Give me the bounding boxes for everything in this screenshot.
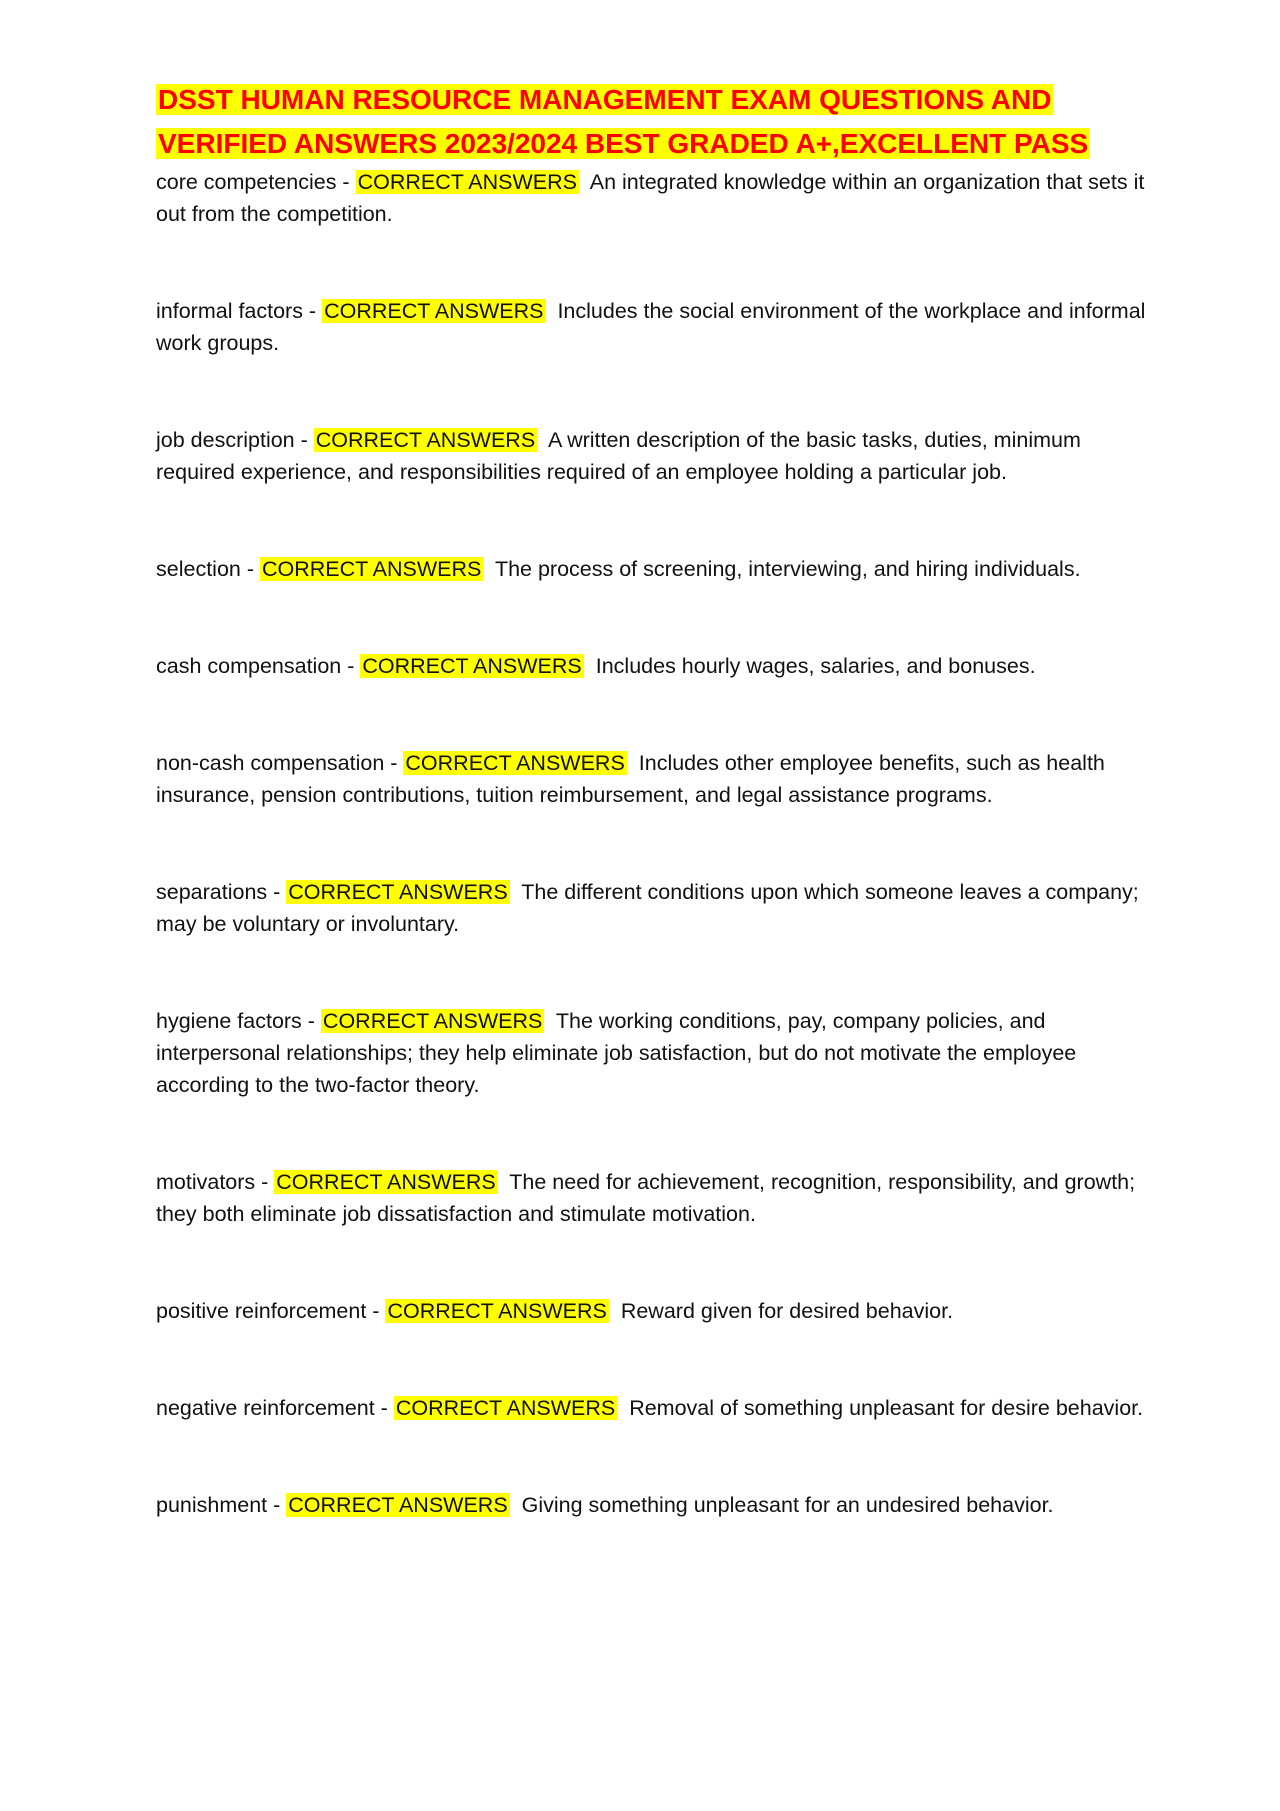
entry-definition: Removal of something unpleasant for desire behavior.: [629, 1396, 1144, 1420]
correct-answers-marker: CORRECT ANSWERS: [357, 170, 577, 194]
correct-answers-marker: CORRECT ANSWERS: [288, 1493, 508, 1517]
entry-selection: [156, 553, 1146, 585]
document-title: [156, 78, 1146, 166]
entry-term: motivators -: [156, 1170, 275, 1194]
entry-list: [156, 166, 1146, 1521]
entry-term: separations -: [156, 880, 287, 904]
correct-answers-marker: CORRECT ANSWERS: [322, 1009, 543, 1033]
correct-answers-marker: CORRECT ANSWERS: [261, 557, 482, 581]
entry-core-competencies: [156, 166, 1146, 230]
entry-cash-compensation: [156, 650, 1146, 682]
entry-term: positive reinforcement -: [156, 1299, 386, 1323]
entry-definition: The need for achievement, recognition, responsibility, and growth; they both eliminate job dissatisfaction and stimulate motivation.: [156, 1170, 1136, 1226]
entry-informal-factors: [156, 295, 1146, 359]
entry-definition: Includes other employee benefits, such as health insurance, pension contributions, tuition reimbursement, and legal assistance programs.: [156, 751, 1105, 807]
correct-answers-marker: CORRECT ANSWERS: [288, 880, 508, 904]
entry-definition: The working conditions, pay, company policies, and interpersonal relationships; they help eliminate job satisfaction, but do not motivate the employee according to the two-factor theory.: [156, 1009, 1077, 1097]
entry-job-description: [156, 424, 1146, 488]
entry-definition: The process of screening, interviewing, and hiring individuals.: [494, 557, 1081, 581]
entry-definition: A written description of the basic tasks, duties, minimum required experience, and responsibilities required of an employee holding a particular job.: [156, 428, 1081, 484]
correct-answers-marker: CORRECT ANSWERS: [405, 751, 625, 775]
entry-term: non-cash compensation -: [156, 751, 404, 775]
entry-negative-reinforcement: [156, 1392, 1146, 1424]
entry-term: hygiene factors -: [156, 1009, 321, 1033]
entry-definition: An integrated knowledge within an organization that sets it out from the competition.: [156, 170, 1145, 226]
document-page: [156, 78, 1146, 1521]
entry-term: selection -: [156, 557, 260, 581]
correct-answers-marker: CORRECT ANSWERS: [362, 654, 582, 678]
title-line-2: VERIFIED ANSWERS 2023/2024 BEST GRADED A+,EXCELLENT PASS: [158, 128, 1089, 159]
correct-answers-marker: CORRECT ANSWERS: [315, 428, 536, 452]
correct-answers-marker: CORRECT ANSWERS: [395, 1396, 616, 1420]
entry-term: cash compensation -: [156, 654, 361, 678]
entry-term: core competencies -: [156, 170, 356, 194]
correct-answers-marker: CORRECT ANSWERS: [387, 1299, 607, 1323]
correct-answers-marker: CORRECT ANSWERS: [324, 299, 544, 323]
entry-term: punishment -: [156, 1493, 287, 1517]
title-line-1: DSST HUMAN RESOURCE MANAGEMENT EXAM QUESTIONS AND: [158, 84, 1052, 115]
entry-definition: Includes the social environment of the workplace and informal work groups.: [156, 299, 1146, 355]
entry-definition: The different conditions upon which someone leaves a company; may be voluntary or involuntary.: [156, 880, 1139, 936]
entry-definition: Includes hourly wages, salaries, and bonuses.: [595, 654, 1036, 678]
entry-punishment: [156, 1489, 1146, 1521]
entry-term: job description -: [156, 428, 314, 452]
entry-motivators: [156, 1166, 1146, 1230]
entry-hygiene-factors: [156, 1005, 1146, 1101]
entry-non-cash-compensation: [156, 747, 1146, 811]
entry-separations: [156, 876, 1146, 940]
entry-positive-reinforcement: [156, 1295, 1146, 1327]
entry-term: negative reinforcement -: [156, 1396, 394, 1420]
entry-term: informal factors -: [156, 299, 323, 323]
entry-definition: Reward given for desired behavior.: [620, 1299, 954, 1323]
correct-answers-marker: CORRECT ANSWERS: [276, 1170, 496, 1194]
entry-definition: Giving something unpleasant for an undesired behavior.: [521, 1493, 1054, 1517]
